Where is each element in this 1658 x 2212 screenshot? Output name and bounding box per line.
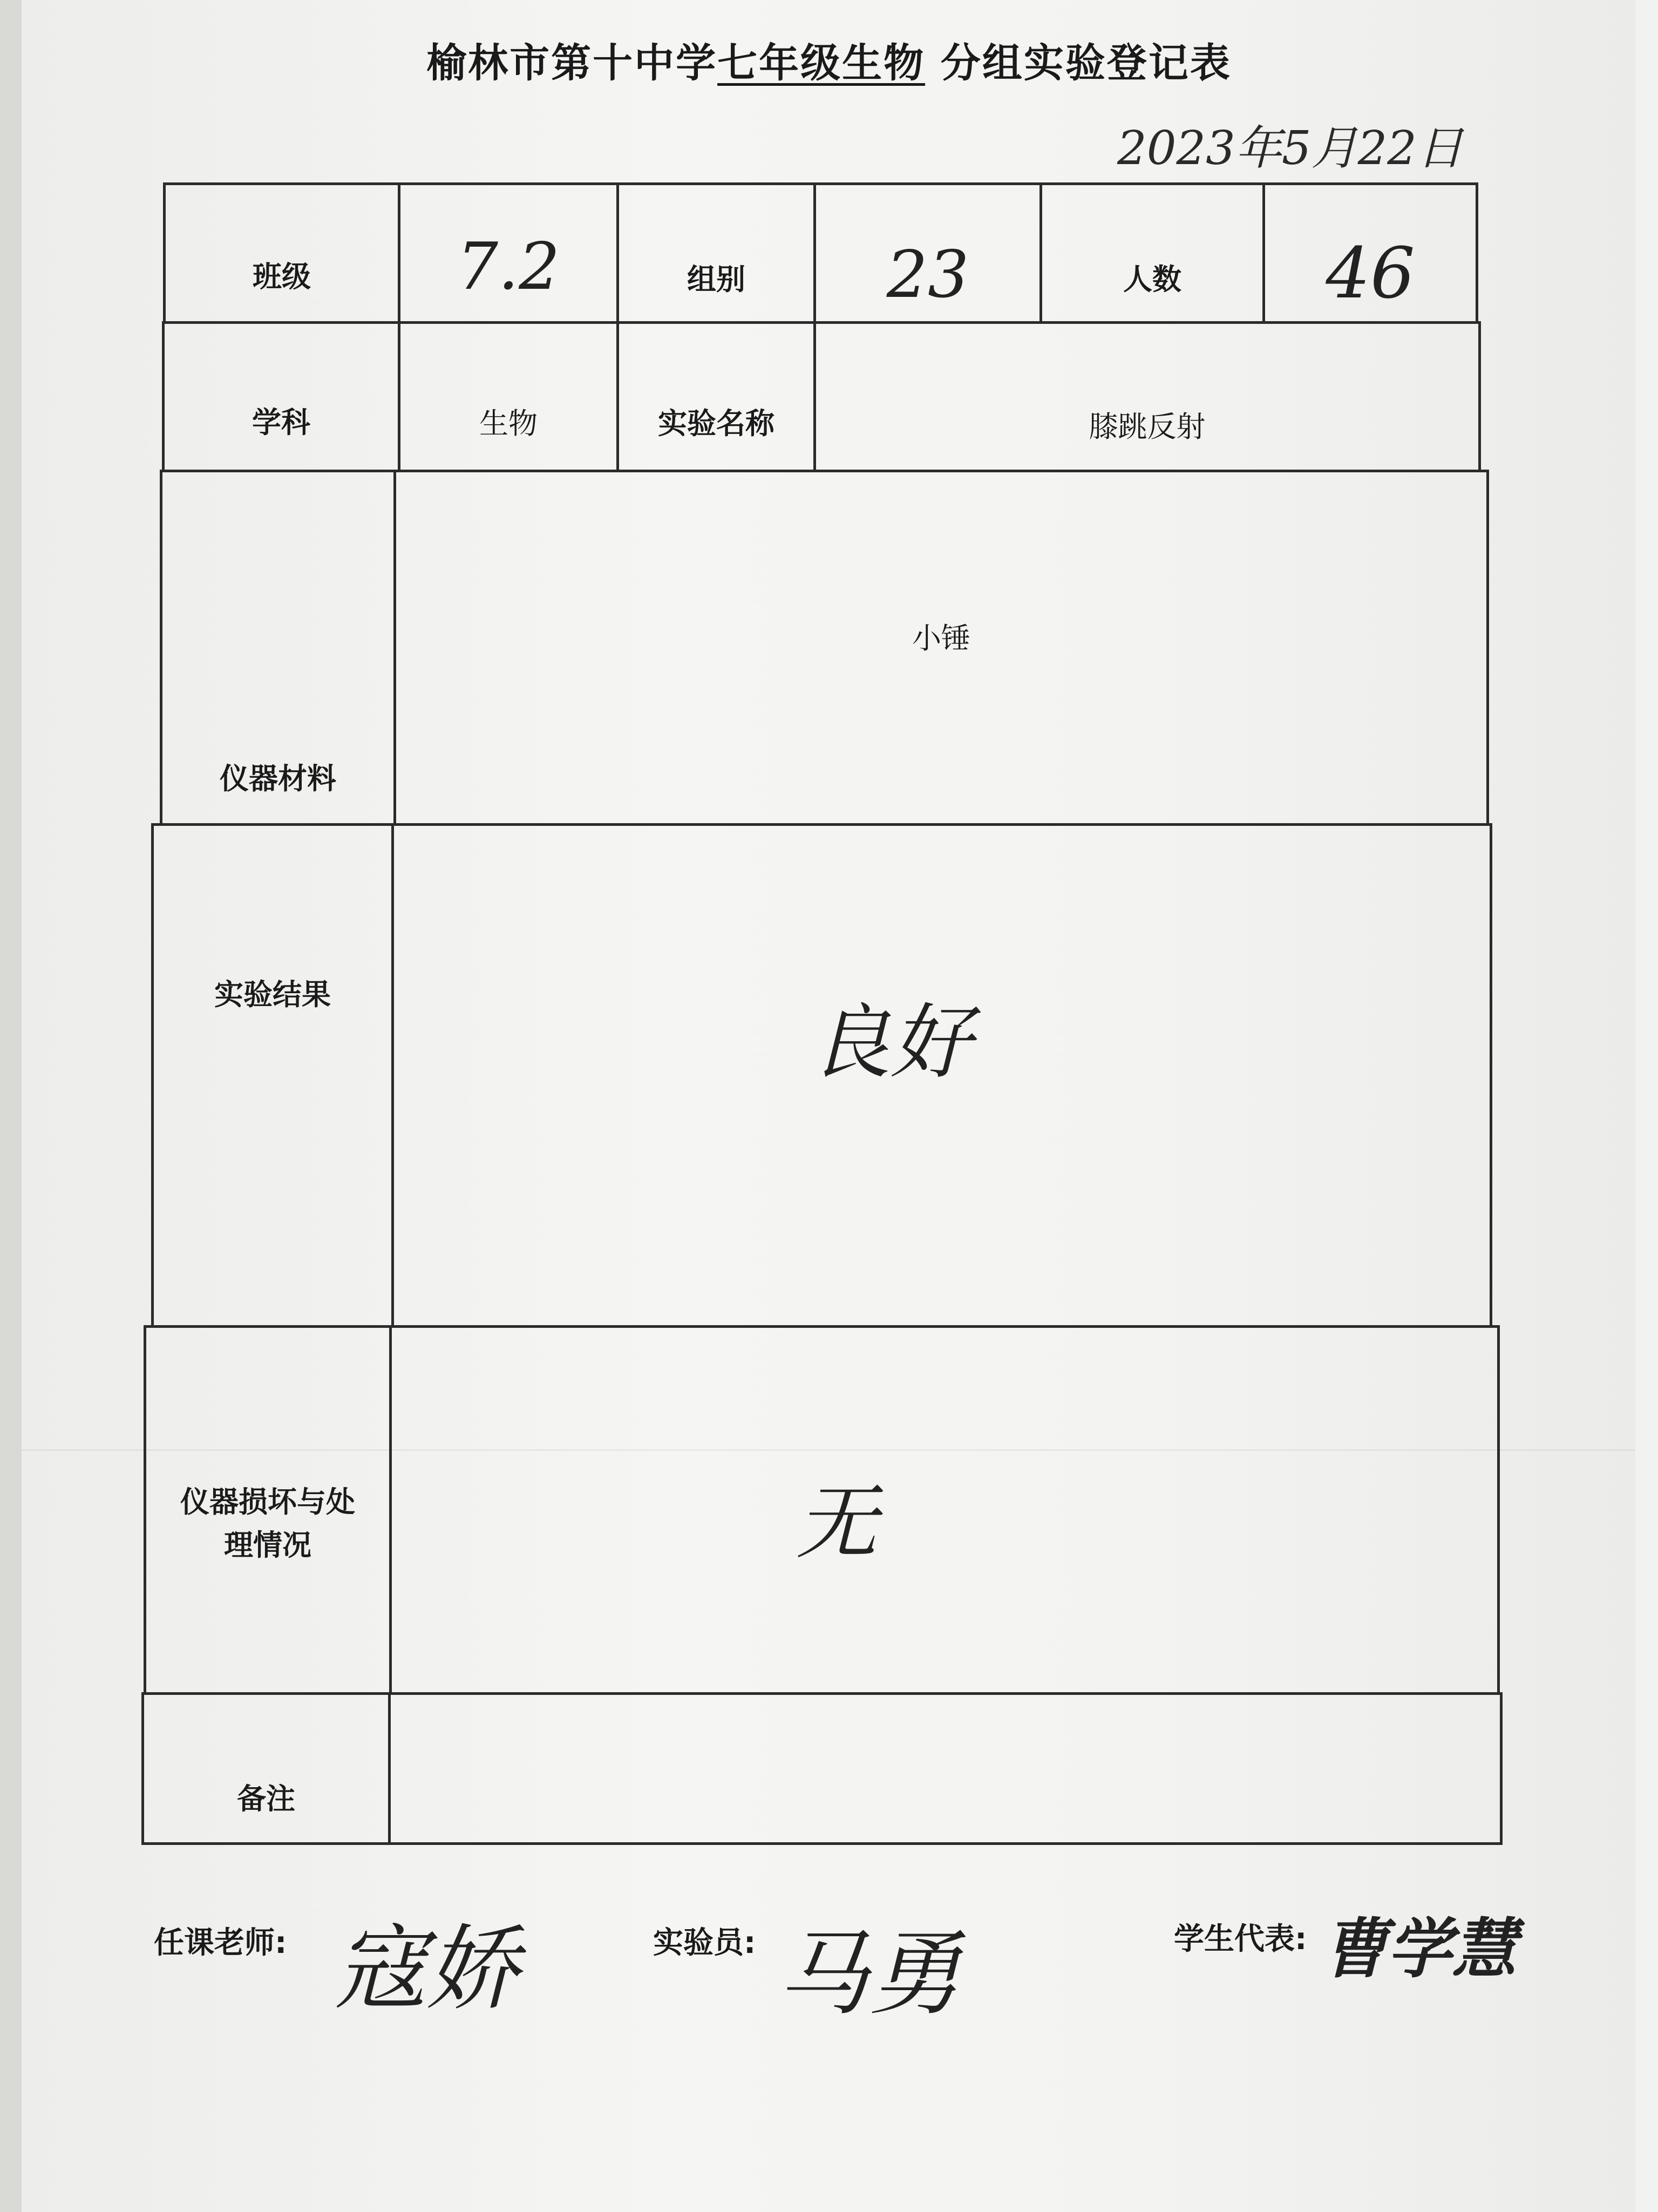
title-suffix: 分组实验登记表: [925, 40, 1232, 86]
results-label-cell: [151, 823, 394, 1328]
experiment-label-cell: [616, 321, 816, 472]
subject-label: 学科: [252, 405, 310, 439]
remarks-label-cell: [141, 1692, 391, 1845]
subject-value-cell: [398, 321, 619, 472]
count-label-cell: [1039, 182, 1265, 324]
teacher-label: 任课老师:: [154, 1925, 287, 1960]
experiment-value: 膝跳反射: [1089, 410, 1206, 444]
subject-label-cell: [162, 321, 400, 472]
page-edge: [0, 0, 22, 2212]
group-label-cell: [616, 182, 816, 324]
damage-value-cell: [389, 1325, 1500, 1695]
title-underlined: 七年级生物: [717, 40, 926, 86]
damage-label-line2: 理情况: [224, 1528, 311, 1562]
remarks-label: 备注: [237, 1782, 295, 1816]
experiment-value-cell: [813, 321, 1481, 472]
materials-label: 仪器材料: [220, 762, 336, 796]
form-date: 2023年5月22日: [1117, 121, 1464, 175]
subject-value: 生物: [479, 406, 538, 440]
lab-signature: 马勇: [777, 1921, 961, 2028]
count-value: 46: [1326, 232, 1415, 314]
lab-label: 实验员:: [653, 1925, 756, 1960]
materials-value: 小锤: [912, 621, 970, 655]
class-label-cell: [163, 182, 400, 324]
experiment-label: 实验名称: [658, 406, 774, 440]
form-title: [0, 31, 1658, 89]
results-value: 良好: [809, 996, 971, 1090]
class-value: 7.2: [457, 229, 560, 304]
student-label: 学生代表:: [1174, 1922, 1307, 1957]
teacher-signature: 寇娇: [335, 1916, 519, 2023]
title-prefix: 榆林市第十中学: [426, 40, 718, 86]
remarks-value-cell: [388, 1692, 1503, 1845]
group-label: 组别: [687, 262, 745, 296]
class-label: 班级: [253, 260, 311, 294]
damage-label-line1: 仪器损坏与处: [180, 1485, 355, 1519]
damage-value: 无: [796, 1476, 877, 1570]
count-label: 人数: [1123, 262, 1181, 296]
results-label: 实验结果: [214, 978, 331, 1012]
group-value: 23: [886, 238, 969, 313]
student-signature: 曹学慧: [1322, 1911, 1517, 1987]
